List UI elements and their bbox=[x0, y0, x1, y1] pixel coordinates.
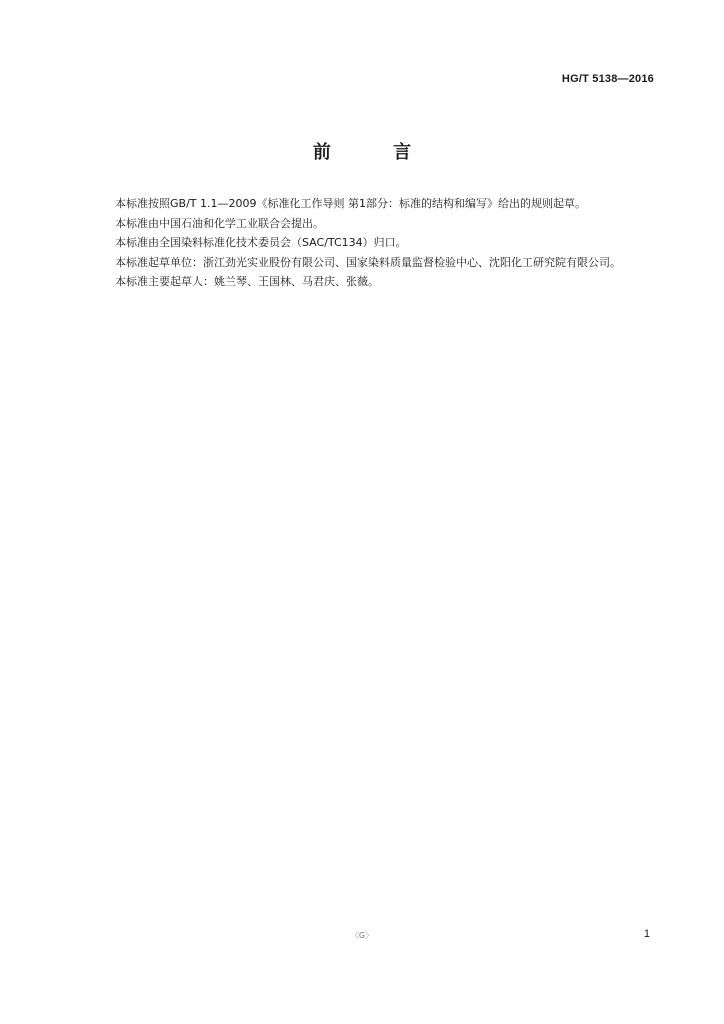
foreword-body bbox=[92, 194, 657, 292]
paragraph-proposer: 本标准由中国石油和化学工业联合会提出。 bbox=[115, 216, 324, 230]
page-number: 1 bbox=[643, 928, 650, 940]
standard-code: HG/T 5138—2016 bbox=[561, 73, 654, 85]
page-title: 前 言 bbox=[312, 142, 440, 163]
footer-center-mark: 〈G〉 bbox=[350, 931, 374, 940]
paragraph-drafting-units: 本标准起草单位：浙江劲光实业股份有限公司、国家染料质量监督检验中心、沈阳化工研究院有限公司。 bbox=[115, 255, 621, 269]
paragraph-drafting-rules: 本标准按照GB/T 1.1—2009《标准化工作导则 第1部分：标准的结构和编写》给出的规则起草。 bbox=[115, 197, 586, 210]
paragraph-drafters: 本标准主要起草人：姚兰琴、王国林、马君庆、张薇。 bbox=[115, 275, 379, 289]
paragraph-jurisdiction: 本标准由全国染料标准化技术委员会（SAC/TC134）归口。 bbox=[115, 236, 407, 250]
